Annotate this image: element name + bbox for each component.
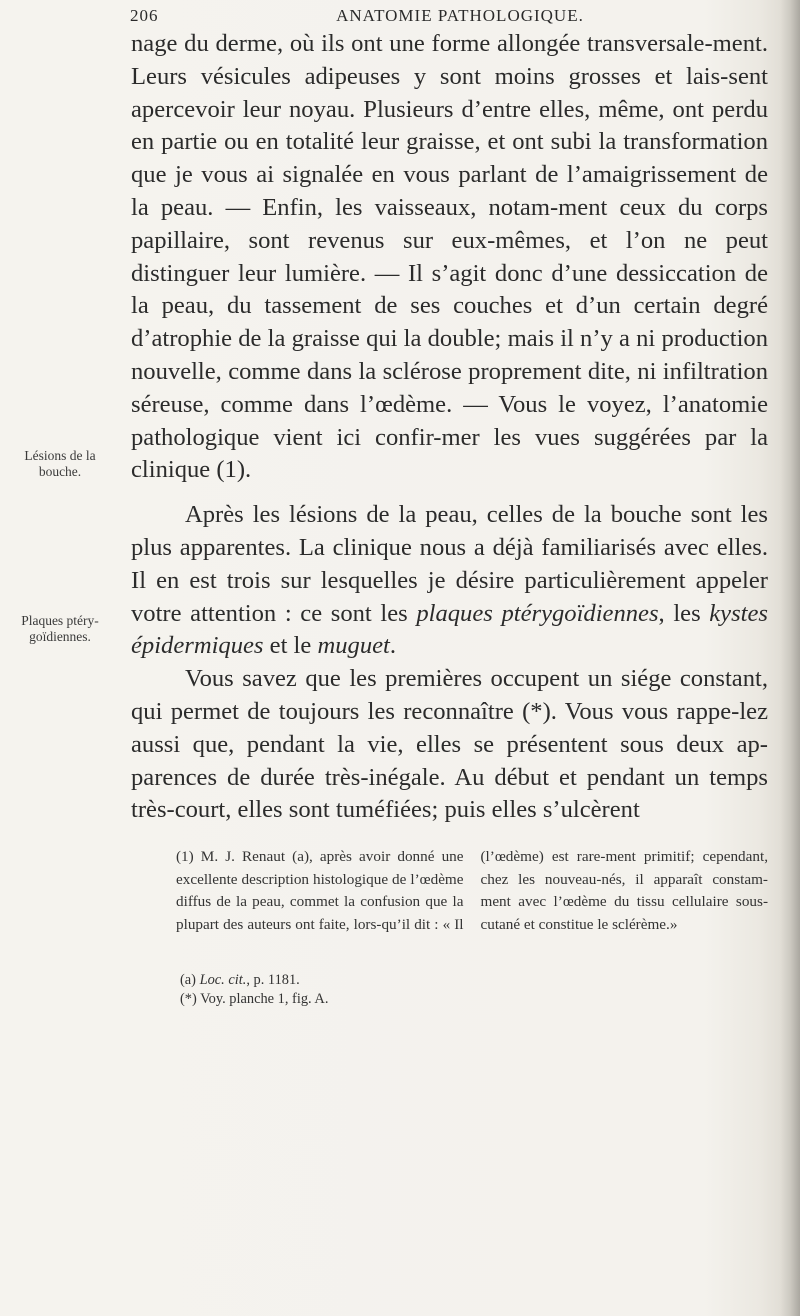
page-number: 206: [130, 6, 159, 25]
paragraph-3: Vous savez que les premières occupent un siége constant, qui permet de toujours les reconnaître (*). Vous vous rappe-lez aussi que, pendant la vie, elles se présentent sous deux ap-parences de durée très-inégale. Au début et pendant un temps très-court, elles sont tuméfiées; puis elles s’ulcèrent: [131, 665, 768, 824]
term-plaques: plaques ptérygoïdiennes: [416, 599, 659, 627]
footnote-text: (1) M. J. Renaut (a), après avoir donné une excellente description histologique de l’œdème diffus de la peau, commet la confusion que la plupart des auteurs ont faite, lors-qu’il dit : « Il (l’œdème) est rare-ment primitif; cependant, chez les nouveau-nés, il apparaît constam-ment avec l’œdème du tissu cellulaire sous-cutané et constitue le sclérème.»: [176, 848, 768, 934]
references: [180, 971, 580, 1009]
reference-a: (a) Loc. cit., p. 1181.: [180, 972, 300, 988]
paragraph-2: Après les lésions de la peau, celles de la bouche sont les plus apparentes. La clinique nous a déjà familiarisés avec elles. Il en est trois sur lesquelles je désire particulièrement appeler votre attention : ce sont les plaques ptérygoïdiennes, les kystes épidermiques et le muguet.: [131, 501, 768, 660]
page-gutter-shadow: [780, 0, 800, 1316]
margin-note-bouche: Lésions de la bouche.: [24, 448, 96, 479]
page-header: [130, 6, 770, 28]
term-muguet: muguet: [317, 632, 390, 660]
footnote: [176, 846, 768, 937]
running-head: ANATOMIE PATHOLOGIQUE.: [336, 6, 584, 25]
body-text: [131, 28, 768, 827]
paragraph-1: nage du derme, où ils ont une forme allongée transversale-ment. Leurs vésicules adipeuses y sont moins grosses et lais-sent apercevoir leur noyau. Plusieurs d’entre elles, même, ont perdu en partie ou en totalité leur graisse, et ont subi la transformation que je vous ai signalée en vous parlant de l’amaigrissement de la peau. — Enfin, les vaisseaux, notam-ment ceux du corps papillaire, sont revenus sur eux-mêmes, et l’on ne peut distinguer leur lumière. — Il s’agit donc d’une dessiccation de la peau, du tassement de ses couches et d’un certain degré d’atrophie de la graisse qui la double; mais il n’y a ni production nouvelle, comme dans la sclérose proprement dite, ni infiltration séreuse, comme dans l’œdème. — Vous le voyez, l’anatomie pathologique vient ici confir-mer les vues suggérées par la clinique (1).: [131, 30, 768, 484]
reference-star: (*) Voy. planche 1, fig. A.: [180, 991, 329, 1007]
margin-note-plaques: Plaques ptéry-goïdiennes.: [21, 613, 99, 644]
term-kystes: kystes épidermiques: [131, 599, 768, 660]
